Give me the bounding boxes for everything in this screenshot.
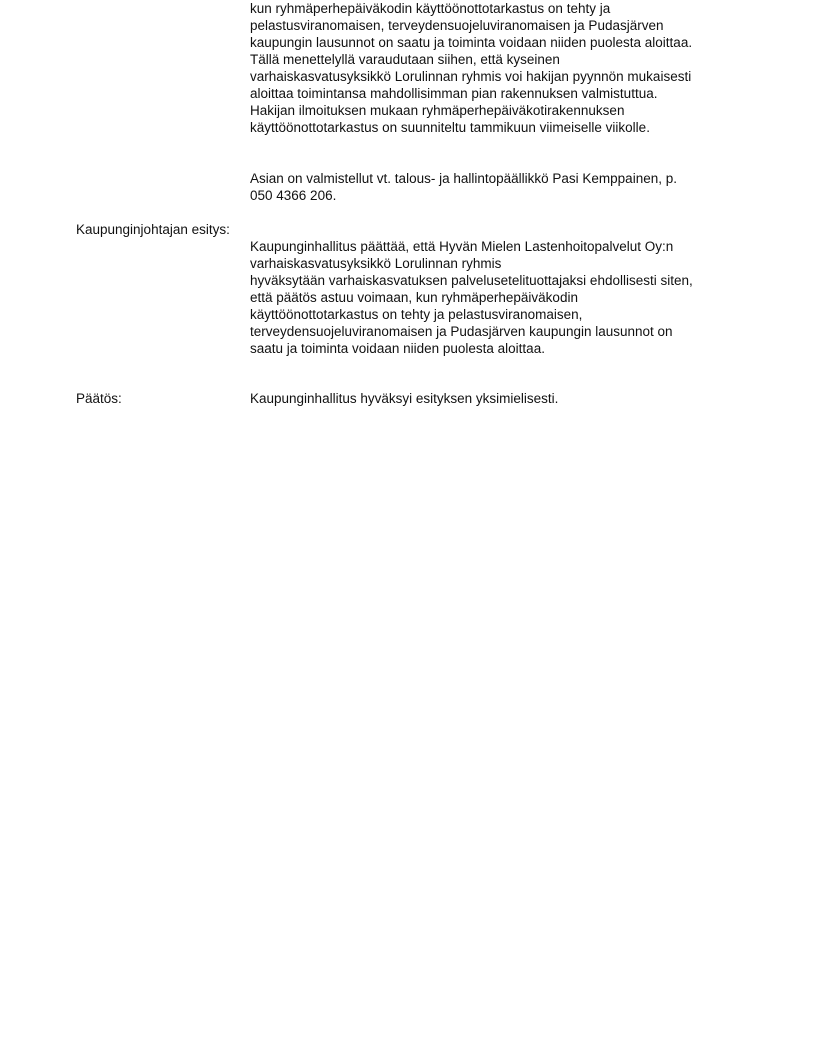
- text-line: hyväksytään varhaiskasvatuksen palvelusetelituottajaksi ehdollisesti siten,: [250, 273, 693, 288]
- text-line: käyttöönottotarkastus on tehty ja pelastusviranomaisen,: [250, 307, 583, 322]
- decision-label: Päätös:: [76, 391, 122, 406]
- text-line: käyttöönottotarkastus on suunniteltu tammikuun viimeiselle viikolle.: [250, 120, 650, 135]
- text-line: Hakijan ilmoituksen mukaan ryhmäperhepäiväkotirakennuksen: [250, 103, 625, 118]
- proposal-label: Kaupunginjohtajan esitys:: [76, 222, 230, 237]
- text-line: terveydensuojeluviranomaisen ja Pudasjärven kaupungin lausunnot on: [250, 324, 673, 339]
- text-line: varhaiskasvatusyksikkö Lorulinnan ryhmis voi hakijan pyynnön mukaisesti: [250, 69, 692, 84]
- text-line: pelastusviranomaisen, terveydensuojeluviranomaisen ja Pudasjärven: [250, 18, 664, 33]
- text-line: Asian on valmistellut vt. talous- ja hallintopäällikkö Pasi Kemppainen, p.: [250, 171, 677, 186]
- text-line: Kaupunginhallitus päättää, että Hyvän Mielen Lastenhoitopalvelut Oy:n: [250, 239, 674, 254]
- text-line: Tällä menettelyllä varaudutaan siihen, että kyseinen: [250, 52, 560, 67]
- text-line: kaupungin lausunnot on saatu ja toiminta voidaan niiden puolesta aloittaa.: [250, 35, 693, 50]
- text-line: saatu ja toiminta voidaan niiden puolesta aloittaa.: [250, 341, 545, 356]
- text-line: kun ryhmäperhepäiväkodin käyttöönottotarkastus on tehty ja: [250, 1, 611, 16]
- text-line: 050 4366 206.: [250, 188, 337, 203]
- decision-text: Kaupunginhallitus hyväksyi esityksen yksimielisesti.: [250, 391, 559, 406]
- text-line: varhaiskasvatusyksikkö Lorulinnan ryhmis: [250, 256, 502, 271]
- text-line: että päätös astuu voimaan, kun ryhmäperhepäiväkodin: [250, 290, 578, 305]
- text-line: aloittaa toimintansa mahdollisimman pian rakennuksen valmistuttua.: [250, 86, 658, 101]
